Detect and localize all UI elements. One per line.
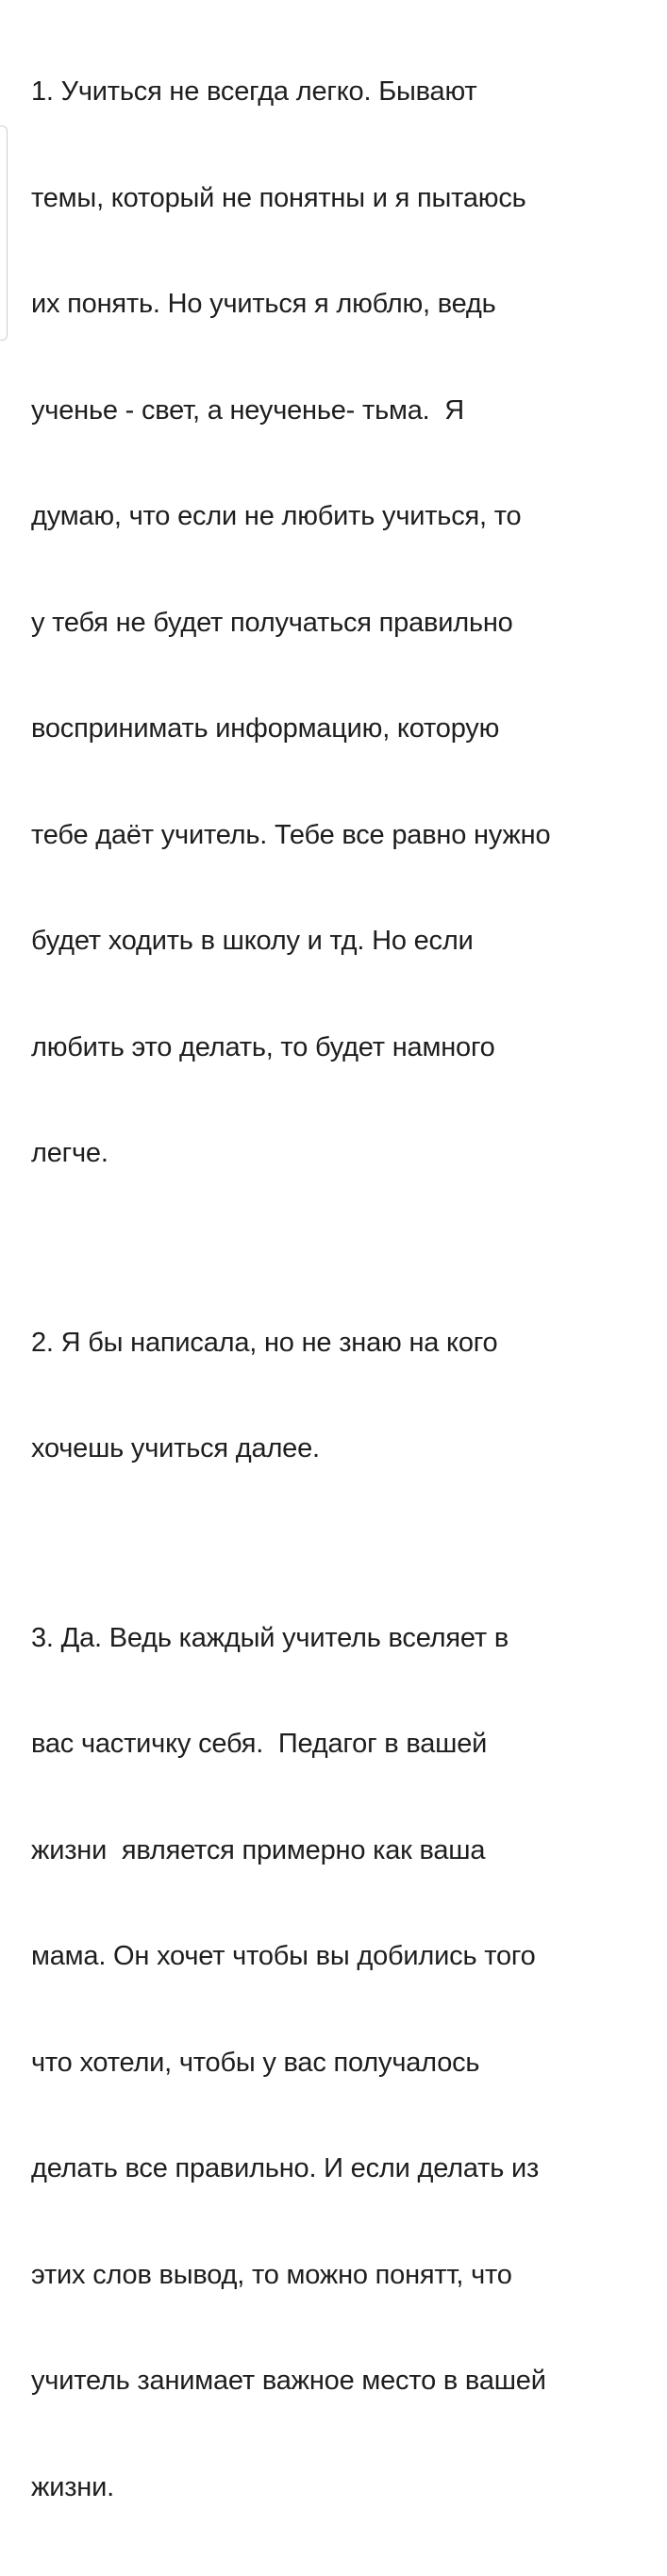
text-line: воспринимать информацию, которую — [31, 711, 663, 747]
text-line: жизни. — [31, 2470, 663, 2506]
side-panel-tab[interactable] — [0, 125, 8, 341]
text-line: жизни является примерно как ваша — [31, 1833, 663, 1869]
text-line: темы, который не понятны и я пытаюсь — [31, 181, 663, 217]
text-line: что хотели, чтобы у вас получалось — [31, 2046, 663, 2082]
text-line: 1. Учиться не всегда легко. Бывают — [31, 75, 663, 110]
text-line: 2. Я бы написала, но не знаю на кого — [31, 1326, 663, 1362]
text-line: вас частичку себя. Педагог в вашей — [31, 1727, 663, 1763]
text-line: ученье - свет, а неученье- тьма. Я — [31, 393, 663, 429]
answer-paragraph-1 — [31, 4, 663, 1243]
text-line: у тебя не будет получаться правильно — [31, 606, 663, 642]
text-line: мама. Он хочет чтобы вы добились того — [31, 1939, 663, 1975]
answer-paragraph-3 — [31, 1550, 663, 2576]
text-line: думаю, что если не любить учиться, то — [31, 499, 663, 535]
answer-paragraph-2 — [31, 1255, 663, 1538]
text-line: 3. Да. Ведь каждый учитель вселяет в — [31, 1621, 663, 1657]
text-line: будет ходить в школу и тд. Но если — [31, 924, 663, 960]
text-line: легче. — [31, 1136, 663, 1172]
text-line: этих слов вывод, то можно понятт, что — [31, 2258, 663, 2294]
text-line: делать все правильно. И если делать из — [31, 2151, 663, 2187]
text-line: тебе даёт учитель. Тебе все равно нужно — [31, 818, 663, 854]
text-line: любить это делать, то будет намного — [31, 1030, 663, 1066]
text-line: их понять. Но учиться я люблю, ведь — [31, 287, 663, 323]
answer-text — [31, 4, 663, 2576]
text-line: хочешь учиться далее. — [31, 1431, 663, 1467]
text-line: учитель занимает важное место в вашей — [31, 2364, 663, 2400]
